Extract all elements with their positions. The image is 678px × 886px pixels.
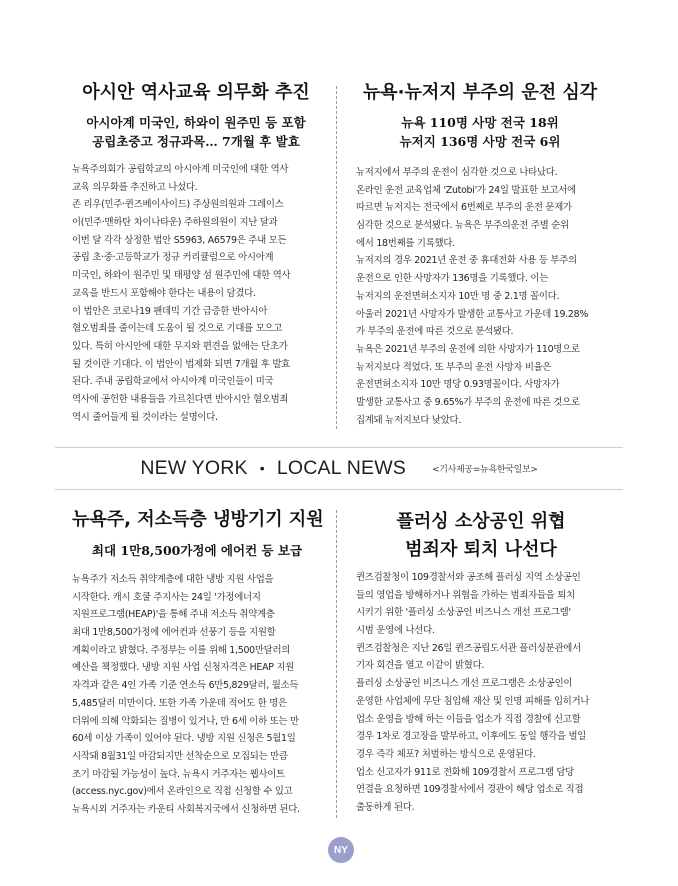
subhead-line: 최대 1만8,500가정에 에어컨 등 보급 [91,543,303,558]
body-line: 출동하게 된다. [356,801,415,813]
article-credit: <기사제공=뉴욕한국일보> [432,464,538,475]
body-line: 가 부주의 운전에 따른 것으로 분석됐다. [356,326,514,338]
body-line: 뉴저지보다 적었다. 또 부주의 운전 사망자 비율은 [356,361,552,373]
headline: 뉴욕·뉴저지 부주의 운전 심각 [362,82,598,103]
section-title-right: LOCAL NEWS [276,456,406,479]
body-line: 최대 1만8,500가정에 에어컨과 선풍기 등을 지원할 [72,627,276,639]
body-line: 시키기 위한 '플러싱 소상공인 비즈니스 개선 프로그램' [356,607,571,619]
body-line: 업소 운영을 방해 하는 이들을 업소가 직접 경찰에 신고할 [356,713,581,725]
section-band [55,449,623,487]
body-line: 지원프로그램(HEAP)'을 통해 주내 저소득 취약계층 [72,609,275,621]
body-line: 이(민주·맨하탄 차이나타운) 주하원의원이 지난 달과 [72,217,278,229]
body-line: 집계돼 뉴저지보다 낮았다. [356,414,462,426]
body-line: 연결을 요청하면 109경찰서에서 경관이 해당 업소로 직접 [356,784,584,796]
body-line: 있다. 특히 아시안에 대한 무지와 편견을 없애는 단초가 [72,340,288,352]
article-body [356,569,606,817]
article-asian-history-education [72,81,320,426]
body-line: 60세 이상 가족이 있어야 된다. 냉방 지원 신청은 5월1일 [72,733,296,745]
body-line: 역사에 공헌한 내용들을 가르친다면 반아시안 혐오범죄 [72,393,289,405]
article-body [72,571,322,819]
body-line: 업소 신고자가 911로 전화해 109경찰서 프로그램 담당 [356,766,574,778]
body-line: 퀸즈검찰청은 지난 26일 퀸즈공립도서관 플러싱분관에서 [356,642,581,654]
body-line: 뉴욕시외 거주자는 카운티 사회복지국에서 신청하면 된다. [72,803,300,815]
subhead-line: 뉴저지 136명 사망 전국 6위 [399,134,561,149]
body-line: 혐오범죄를 줄이는데 도움이 될 것으로 기대를 모으고 [72,323,283,335]
body-line: 이번 달 각각 상정한 법안 S5963, A6579은 주내 모든 [72,234,287,246]
body-line: 이 법안은 코로나19 팬데믹 기간 급증한 반아시아 [72,305,268,317]
body-line: 발생한 교통사고 중 9.65%가 부주의 운전에 따른 것으로 [356,396,580,408]
body-line: 운전으로 인한 사망자가 136명을 기록했다. 이는 [356,273,549,285]
body-line: 더위에 의해 악화되는 질병이 있거나, 만 6세 이하 또는 만 [72,715,299,727]
subhead-line: 공립초중고 정규과목… 7개월 후 발효 [92,134,300,149]
body-line: 시작한다. 캐시 호쿨 주지사는 24일 '가정에너지 [72,591,261,603]
body-line: 미국인, 하와이 원주민 및 태평양 섬 원주민에 대한 역사 [72,270,291,282]
body-line: 경우 1차로 경고장을 발부하고, 이후에도 동일 행각을 벌일 [356,731,587,743]
section-title [140,457,406,480]
body-line: 운전면허소지자 10만 명당 0.93명꼴이다. 사망자가 [356,379,560,391]
page-badge: NY [328,837,354,863]
body-line: 자격과 같은 4인 가족 기준 연소득 6만5,829달러, 월소득 [72,680,299,692]
body-line: 플러싱 소상공인 비즈니스 개선 프로그램은 소상공인이 [356,678,573,690]
body-line: 뉴저지에서 부주의 운전이 심각한 것으로 나타났다. [356,167,558,178]
body-line: 교육을 반드시 포함해야 한다는 내용이 담겼다. [72,287,256,299]
headline: 뉴욕주, 저소득층 냉방기기 지원 [72,509,324,530]
body-line: 운영한 사업체에 무단 침입해 재산 및 인명 피해를 입히거나 [356,695,590,707]
body-line: 된다. 주내 공립학교에서 아시아계 미국인들이 미국 [72,376,274,388]
body-line: 5,485달러 미만이다. 또한 가족 가운데 적어도 한 명은 [72,697,287,709]
body-line: 온라인 운전 교육업체 'Zutobi'가 24일 발표한 보고서에 [356,184,576,196]
body-line: 뉴욕주가 저소득 취약계층에 대한 냉방 지원 사업을 [72,574,274,585]
band-rule-top [55,447,623,448]
body-line: 들의 영업을 방해하거나 위협을 가하는 범죄자들을 퇴치 [356,589,575,601]
headline-line: 범죄자 퇴치 나선다 [405,539,557,560]
body-line: 아울러 2021년 사망자가 발생한 교통사고 가운데 19.28% [356,308,588,320]
body-line: 퀸즈검찰청이 109경찰서와 공조해 플러싱 지역 소상공인 [356,572,581,583]
article-cooling-assistance [72,508,322,823]
article-distracted-driving [356,81,604,426]
body-line: 예산을 책정했다. 냉방 지원 사업 신청자격은 HEAP 지원 [72,662,295,674]
body-line: 시범 운영에 나선다. [356,625,435,637]
body-line: 역시 줄어들게 될 것이라는 설명이다. [72,411,218,423]
headline: 아시안 역사교육 의무화 추진 [82,82,310,103]
column-divider [336,86,337,429]
body-line: 계획이라고 밝혔다. 주정부는 이를 위해 1,500만달러의 [72,644,291,656]
subhead-line: 뉴욕 110명 사망 전국 18위 [401,115,559,130]
body-line: 경우 즉각 체포? 처벌하는 방식으로 운영된다. [356,748,536,760]
article-body [72,161,320,426]
article-flushing-small-business [356,508,606,823]
body-line: 조기 마감될 가능성이 높다. 뉴욕시 거주자는 웹사이트 [72,768,285,780]
body-line: 시작돼 8월31일 마감되지만 선착순으로 모집되는 만큼 [72,750,288,762]
article-body [356,164,604,429]
body-line: (access.nyc.gov)에서 온라인으로 직접 신청할 수 있고 [72,786,293,798]
band-rule-bottom [55,489,623,490]
body-line: 에서 18번째를 기록했다. [356,237,455,249]
body-line: 뉴욕주의회가 공립학교의 아시아계 미국인에 대한 역사 [72,164,289,175]
body-line: 뉴욕은 2021년 부주의 운전에 의한 사망자가 110명으로 [356,343,580,355]
subhead-line: 아시아계 미국인, 하와이 원주민 등 포함 [86,115,306,130]
section-title-left: NEW YORK [140,456,248,479]
body-line: 뉴저지의 운전면허소지자 10만 명 중 2.1명 꼴이다. [356,290,560,302]
body-line: 뉴저지의 경우 2021년 운전 중 휴대전화 사용 등 부주의 [356,255,577,267]
body-line: 기자 회견을 열고 이같이 밝혔다. [356,660,485,672]
column-divider [336,510,337,818]
body-line: 될 것이란 기대다. 이 법안이 법제화 되면 7개월 후 발효 [72,358,290,370]
body-line: 공립 초·중·고등학교가 정규 커리큘럼으로 아시아계 [72,252,274,264]
bullet-dot-icon: • [259,460,265,477]
body-line: 따르면 뉴저지는 전국에서 6번째로 부주의 운전 문제가 [356,202,572,214]
body-line: 교육 의무화를 추진하고 나섰다. [72,181,198,193]
body-line: 심각한 것으로 분석됐다. 뉴욕은 부주의운전 주별 순위 [356,220,569,232]
headline-line: 플러싱 소상공인 위협 [396,511,566,532]
body-line: 존 리우(민주·퀸즈베이사이드) 주상원의원과 그레이스 [72,199,284,211]
